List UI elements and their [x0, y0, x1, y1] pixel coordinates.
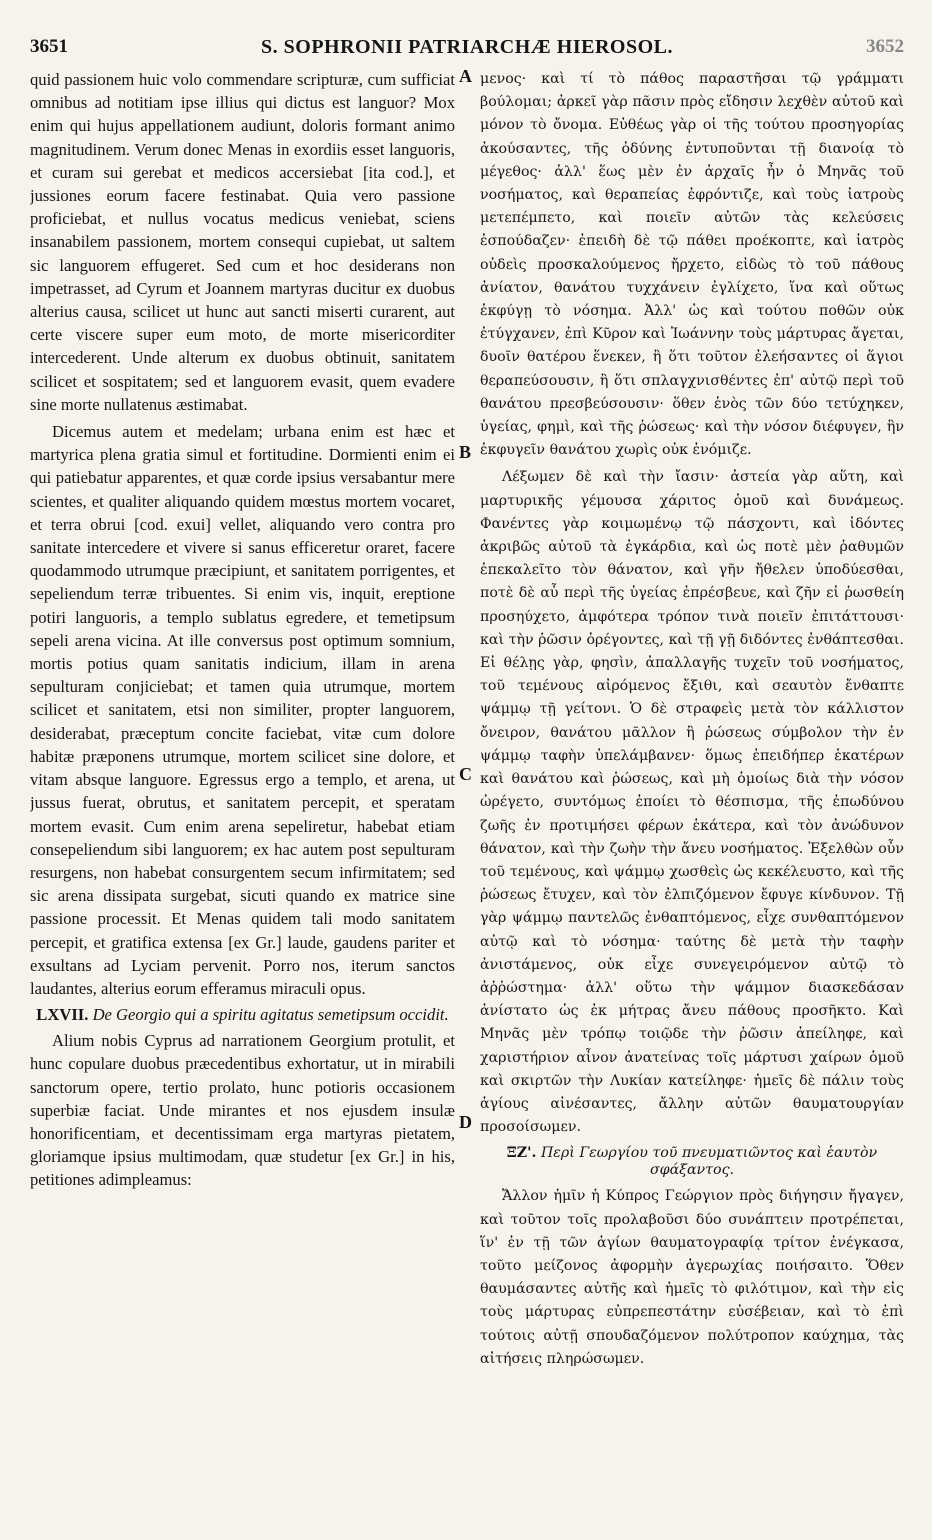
- margin-letter-a: A: [459, 66, 472, 86]
- page-number-right: 3652: [866, 36, 904, 57]
- greek-chapter-title: Περὶ Γεωργίου τοῦ πνευματιῶντος καὶ ἑαυτὸν σφάξαντος.: [540, 1145, 878, 1179]
- greek-chapter-number: ΞΖ'.: [506, 1145, 537, 1162]
- greek-paragraph-3: Ἄλλον ἡμῖν ἡ Κύπρος Γεώργιον πρὸς διήγησιν ἤγαγεν, καὶ τοῦτον τοῖς προλαβοῦσι δύο συνάπτειν προτρέπεται, ἵν' ἐν τῇ τῶν ἁγίων θαυματογραφίᾳ τρίτον ἐνέγκασα, τοῦτο μείζονος ἀφορμὴν ἀγερωχίας ποιήσαιτο. Ὅθεν θαυμάσαντες αὐτῆς καὶ ἡμεῖς τὸ φιλότιμον, καὶ τὴν εἰς τοὺς μάρτυρας εὐπρεπεστάτην εὐσέβειαν, καὶ τὸ ἐπὶ τούτοις αὐτῇ σπουδαζόμενον πολύτροπον καύχημα, τὰς αἰτήσεις πληρώσωμεν.: [480, 1188, 904, 1367]
- latin-paragraph-2: Dicemus autem et medelam; urbana enim est hæc et martyrica plena gratia simul et fortitudine. Dormienti enim ei qui patiebatur apparentes, et quæ corde ipsius versabantur mere scientes, et qualiter aliquando quidem mœstus mortem vocaret, et terra obrui [cod. exui] vellet, aliquando vero contra pro sanitate intercedere et vivere si sanus efficeretur oraret, facere quodammodo utrumque præcipiunt, et sanitatem porrigentes, et sepeliendum terræ tribuentes. Si enim vis, inquit, ereptione potiri languoris, a templo sublatus egredere, et temetipsum sepeli arena vicina. At ille conversus post optimum somnium, mortis potius quam sanitatis indicium, illam in arena sepulturam conjiciebat; et tamen quia utrumque, mortem scilicet et sanitatem, etsi non similiter, propter languorem, desiderabat, præceptum concite faciebat, vitæ cum dolore habitæ præponens utrumque, mortem scilicet sine dolore, et vitam absque languore. Egressus ergo a templo, et arena, ut jussus fuerat, obrutus, et sanitatem percepit, et speratam mortem evasit. Cum enim arena sepeliretur, habebat etiam consepeliendum sibi languorem; ex hac autem post sepulturam resurgens, non habebat consurgentem secum infirmitatem; sed sic arena dissipata surgebat, sicuti quando ex matrice sine passione processit. Et Menas quidem tali modo sanitatem percepit, et gratifica extensa [ex Gr.] laude, gaudens pariter et exsultans ad Lyciam pervenit. Porro nos, iterum sanctos laudantes, alterius eorum efferamus miraculi opus.: [30, 422, 455, 998]
- latin-chapter-number: LXVII.: [36, 1005, 89, 1025]
- greek-chapter-heading: [480, 1145, 904, 1179]
- running-header: [30, 36, 904, 64]
- greek-paragraph-2: Λέξωμεν δὲ καὶ τὴν ἴασιν· ἀστεία γὰρ αὕτη, καὶ μαρτυρικῆς γέμουσα χάριτος ὁμοῦ καὶ δυνάμεως. Φανέντες γὰρ κοιμωμένῳ τῷ πάσχοντι, καὶ ἰδόντες ἀκριβῶς αὐτοῦ τὰ ἐγκάρδια, καὶ ὡς ποτὲ μὲν ῥαθυμῶν ἐπεκαλεῖτο τὸν θάνατον, καὶ γῆν ἤθελεν ὑποδύεσθαι, ποτὲ δὲ αὖ περὶ τῆς ὑγείας ἐπρέσβευε, καὶ ζῆν εἰ ῥωσθείη προσηύχετο, ἀμφότερα τρόπον τινὰ ποιεῖν ἐπιτάττουσι· καὶ τὴν ῥῶσιν ὀρέγοντες, καὶ τῇ γῇ διδόντες ἐνθάπτεσθαι. Εἰ θέλῃς γὰρ, φησὶν, ἀπαλλαγῆς τυχεῖν τοῦ νοσήματος, τοῦ τεμένους αἰρόμενος ἔξιθι, καὶ σεαυτὸν ἔνθαπτε ψάμμῳ τῇ γείτονι. Ὁ δὲ στραφεὶς μετὰ τὸν κάλλιστον ὄνειρον, θανάτου μᾶλλον ἢ ῥώσεως σύμβολον τὴν ἐν ψάμμῳ ταφὴν ὑπελάμβανεν· ὅμως ἐπειδήπερ ἑκατέρων καὶ θανάτου καὶ ῥώσεως, καὶ μὴ ὁμοίως διὰ τὴν νόσον ὠρέγετο, συντόμως ἐποίει τὸ θέσπισμα, τῆς ἐπωδύνου ζωῆς ἐν προτιμήσει φέρων ἑκάτερα, καὶ τὸν ἀνώδυνον θάνατον, καὶ τὴν ζωὴν τὴν ἄνευ νοσήματος. Ἐξελθὼν οὖν τοῦ τεμένους, καὶ ψάμμῳ χωσθεὶς ὡς κεκέλευστο, καὶ τῆς ῥώσεως ἔτυχεν, καὶ τὸν ἐλπιζόμενον ἔφυγε κίνδυνον. Τῇ γὰρ ψάμμῳ παντελῶς ἐνθαπτόμενος, εἶχε συνθαπτόμενον αὐτῷ καὶ τὸ νόσημα· ταύτης δὲ μετὰ τὴν ταφὴν ἀνιστάμενος, οὐκ εἶχε συνεγειρόμενον αὐτῷ τὸ ἀῤῥώστημα· ἀλλ' οὕτω τὴν ψάμμον διασκεδάσαν ἀνίστατο ὡς ἐκ μήτρας ἄνευ πάθους προσῆκτο. Καὶ Μηνᾶς μὲν τρόπῳ τοιῷδε τὴν ῥῶσιν ἀπείληφε, καὶ χαριστήριον αἶνον ἀνατείνας τοῖς μάρτυσι χαίρων ὁμοῦ καὶ σκιρτῶν τὴν Λυκίαν κατείληφε· ἡμεῖς δὲ πάλιν τοὺς ἁγίους αἰνέσαντες, ἄλλην αὐτῶν θαυματουργίαν προσοίσωμεν.: [480, 469, 904, 1136]
- margin-letter-c: C: [459, 764, 472, 784]
- page-number-left: 3651: [30, 36, 68, 57]
- latin-paragraph-1: quid passionem huic volo commendare scripturæ, cum sufficiat omnibus ad notitiam ipse illius qui dictus est languor? Mox enim qui hujus appellationem audiunt, doloris formant animo magnitudinem. Verum donec Menas in exordiis esset languoris, et curam sui gerebat et medicos accersiebat [ita cod.], et jussiones eorum facere festinabat. Quia vero passione proficiebat, et nullus vocatus medicus veniebat, sciens insanabilem passionem, mortem consequi cupiebat, ut saltem sic languorem effugeret. Sed cum et hoc desiderans non impetrasset, ad Cyrum et Joannem martyras ducitur ex duobus alterius causa, scilicet ut hunc aut sancti miserti curarent, aut certe viscere super eum moto, de morte misericorditer intercederent. Unde alterum ex duobus obtinuit, sanitatem scilicet et sospitatem; sed et languorem evasit, quem evadere sine morte nullatenus æstimabat.: [30, 70, 455, 414]
- margin-letter-b: B: [459, 442, 472, 462]
- latin-chapter-heading: [30, 1006, 455, 1023]
- running-title: S. SOPHRONII PATRIARCHÆ HIEROSOL.: [261, 36, 673, 58]
- latin-paragraph-3: Alium nobis Cyprus ad narrationem Georgium protulit, et hunc copulare duobus præcedentibus exhortatur, ut in mirabili sanctorum opere, tertio prolato, hunc potioris occasionem superbiæ faciat. Unde mirantes et nos ejusdem insulæ honorificentiam, et decentissimam erga martyras pietatem, gloriamque ipsius multimodam, quæ studetur [ex Gr.] in his, petitiones adimpleamus:: [30, 1031, 455, 1190]
- latin-column: [30, 68, 455, 1512]
- margin-letter-d: D: [459, 1112, 472, 1132]
- greek-column: [480, 68, 904, 1512]
- greek-paragraph-1: μενος· καὶ τί τὸ πάθος παραστῆσαι τῷ γράμματι βούλομαι; ἀρκεῖ γὰρ πᾶσιν πρὸς εἴδησιν λεχθὲν αὐτοῦ καὶ μόνον τὸ ὄνομα. Εὐθέως γὰρ οἱ τῆς τούτου προσηγορίας ἀκούσαντες, τῆς ὀδύνης ἐντυποῦνται τῇ διανοίᾳ τὸ μέγεθος· ἀλλ' ἕως μὲν ἐν ἀρχαῖς ἦν ὁ Μηνᾶς τοῦ νοσήματος, καὶ θεραπείας ἐφρόντιζε, καὶ τοὺς ἰατροὺς μετεπέμπετο, καὶ ποιεῖν αὐτῶν τὰς κελεύσεις ἐσπούδαζεν· ἐπειδὴ δὲ τῷ πάθει προέκοπτε, καὶ ἰατρὸς οὐδεὶς προσκαλούμενος ἤρχετο, εἰδὼς τὸ τοῦ πάθους ἀνίατον, θανάτου τυχχάνειν ἐγλίχετο, ἵνα καὶ οὕτως ἐκφύγῃ τὸ νόσημα. Ἀλλ' ὡς καὶ τούτου ποθῶν οὐκ ἐτύγχανεν, ἐπὶ Κῦρον καὶ Ἰωάννην τοὺς μάρτυρας ἄγεται, δυοῖν θατέρου ἕνεκεν, ἢ ὅτι τοῦτον ἐλεήσαντες οἱ ἅγιοι θεραπεύσουσιν, ἢ ὅτι σπλαγχνισθέντες ἐπ' αὐτῷ περὶ τοῦ θανάτου πρεσβεύσουσιν· ὅθεν ἑνὸς τῶν δύο τετύχηκεν, ὑγείας, φημὶ, καὶ τῆς ῥώσεως· καὶ τὴν νόσον διέφυγεν, ἣν ἐκφυγεῖν θανάτου χωρὶς οὐκ ἐνόμιζε.: [480, 71, 904, 459]
- latin-chapter-title: De Georgio qui a spiritu agitatus semetipsum occidit.: [92, 1005, 449, 1025]
